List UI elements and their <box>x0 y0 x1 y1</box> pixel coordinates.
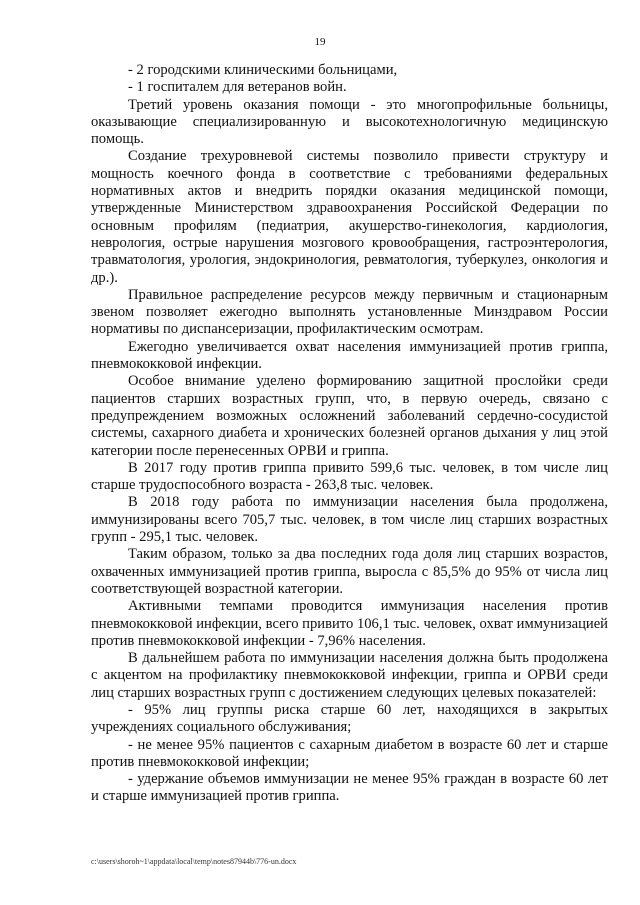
paragraph-share-growth: Таким образом, только за два последних года доля лиц старших возрастов, охваченных иммунизацией против гриппа, выросла с 85,5% до 95% от числа лиц соответствующей возрастной категории. <box>91 546 608 597</box>
list-item-veterans-hospital: - 1 госпиталем для ветеранов войн. <box>128 79 347 96</box>
paragraph-elderly-protection: Особое внимание уделено формированию защитной прослойки среди пациентов старших возрастных групп, что, в первую очередь, связано с предупреждением возможных осложнений заболеваний сердечно-сосудистой системы, сахарного диабета и хронических болезней органов дыхания у лиц этой категории после перенесенных ОРВИ и гриппа. <box>91 373 608 459</box>
list-item-city-hospitals: - 2 городскими клиническими больницами, <box>128 62 398 78</box>
paragraph-2017-results: В 2017 году против гриппа привито 599,6 тыс. человек, в том числе лиц старше трудоспособного возраста - 263,8 тыс. человек. <box>91 459 608 494</box>
paragraph-three-level-system: Создание трехуровневой системы позволило привести структуру и мощность коечного фонда в соответствие с требованиями федеральных нормативных актов и внедрить порядки оказания медицинской помощи, утвержденные Министерством здравоохранения Российской Федерации по основным профилям (педиатрия, акушерство-гинекология, кардиология, неврология, острые нарушения мозгового кровообращения, гастроэнтерология, травматология, урология, эндокринология, ревматология, туберкулез, онкология и др.). <box>91 148 608 286</box>
list-item-target-diabetes: - не менее 95% пациентов с сахарным диабетом в возрасте 60 лет и старше против пневмококковой инфекции; <box>91 736 608 770</box>
paragraph-resource-distribution: Правильное распределение ресурсов между первичным и стационарным звеном позволяет ежегодно выполнять установленные Минздравом России нормативы по диспансеризации, профилактическим осмотрам. <box>91 286 608 338</box>
paragraph-third-level: Третий уровень оказания помощи - это многопрофильные больницы, оказывающие специализированную и высокотехнологичную медицинскую помощь. <box>91 96 608 148</box>
paragraph-future-targets: В дальнейшем работа по иммунизации населения должна быть продолжена с акцентом на профилактику пневмококковой инфекции, гриппа и ОРВИ среди лиц старших возрастных групп с достижением следующих целевых показателей: <box>91 650 608 701</box>
list-item-target-risk-group: - 95% лиц группы риска старше 60 лет, находящихся в закрытых учреждениях социального обслуживания; <box>91 701 608 736</box>
document-body <box>91 62 608 806</box>
paragraph-immunization-coverage: Ежегодно увеличивается охват населения иммунизацией против гриппа, пневмококковой инфекции. <box>91 338 608 373</box>
list-item-target-influenza: - удержание объемов иммунизации не менее 95% граждан в возрасте 60 лет и старше иммунизацией против гриппа. <box>91 771 608 805</box>
page-number: 19 <box>314 36 326 48</box>
file-path-footer: c:\users\shoroh~1\appdata\local\temp\notes87944b\776-un.docx <box>91 857 297 866</box>
paragraph-2018-results: В 2018 году работа по иммунизации населения была продолжена, иммунизированы всего 705,7 тыс. человек, в том числе лиц старших возрастных групп - 295,1 тыс. человек. <box>91 494 608 546</box>
paragraph-pneumococcal: Активными темпами проводится иммунизация населения против пневмококковой инфекции, всего привито 106,1 тыс. человек, охват иммунизацией против пневмококковой инфекции - 7,96% населения. <box>91 598 608 649</box>
